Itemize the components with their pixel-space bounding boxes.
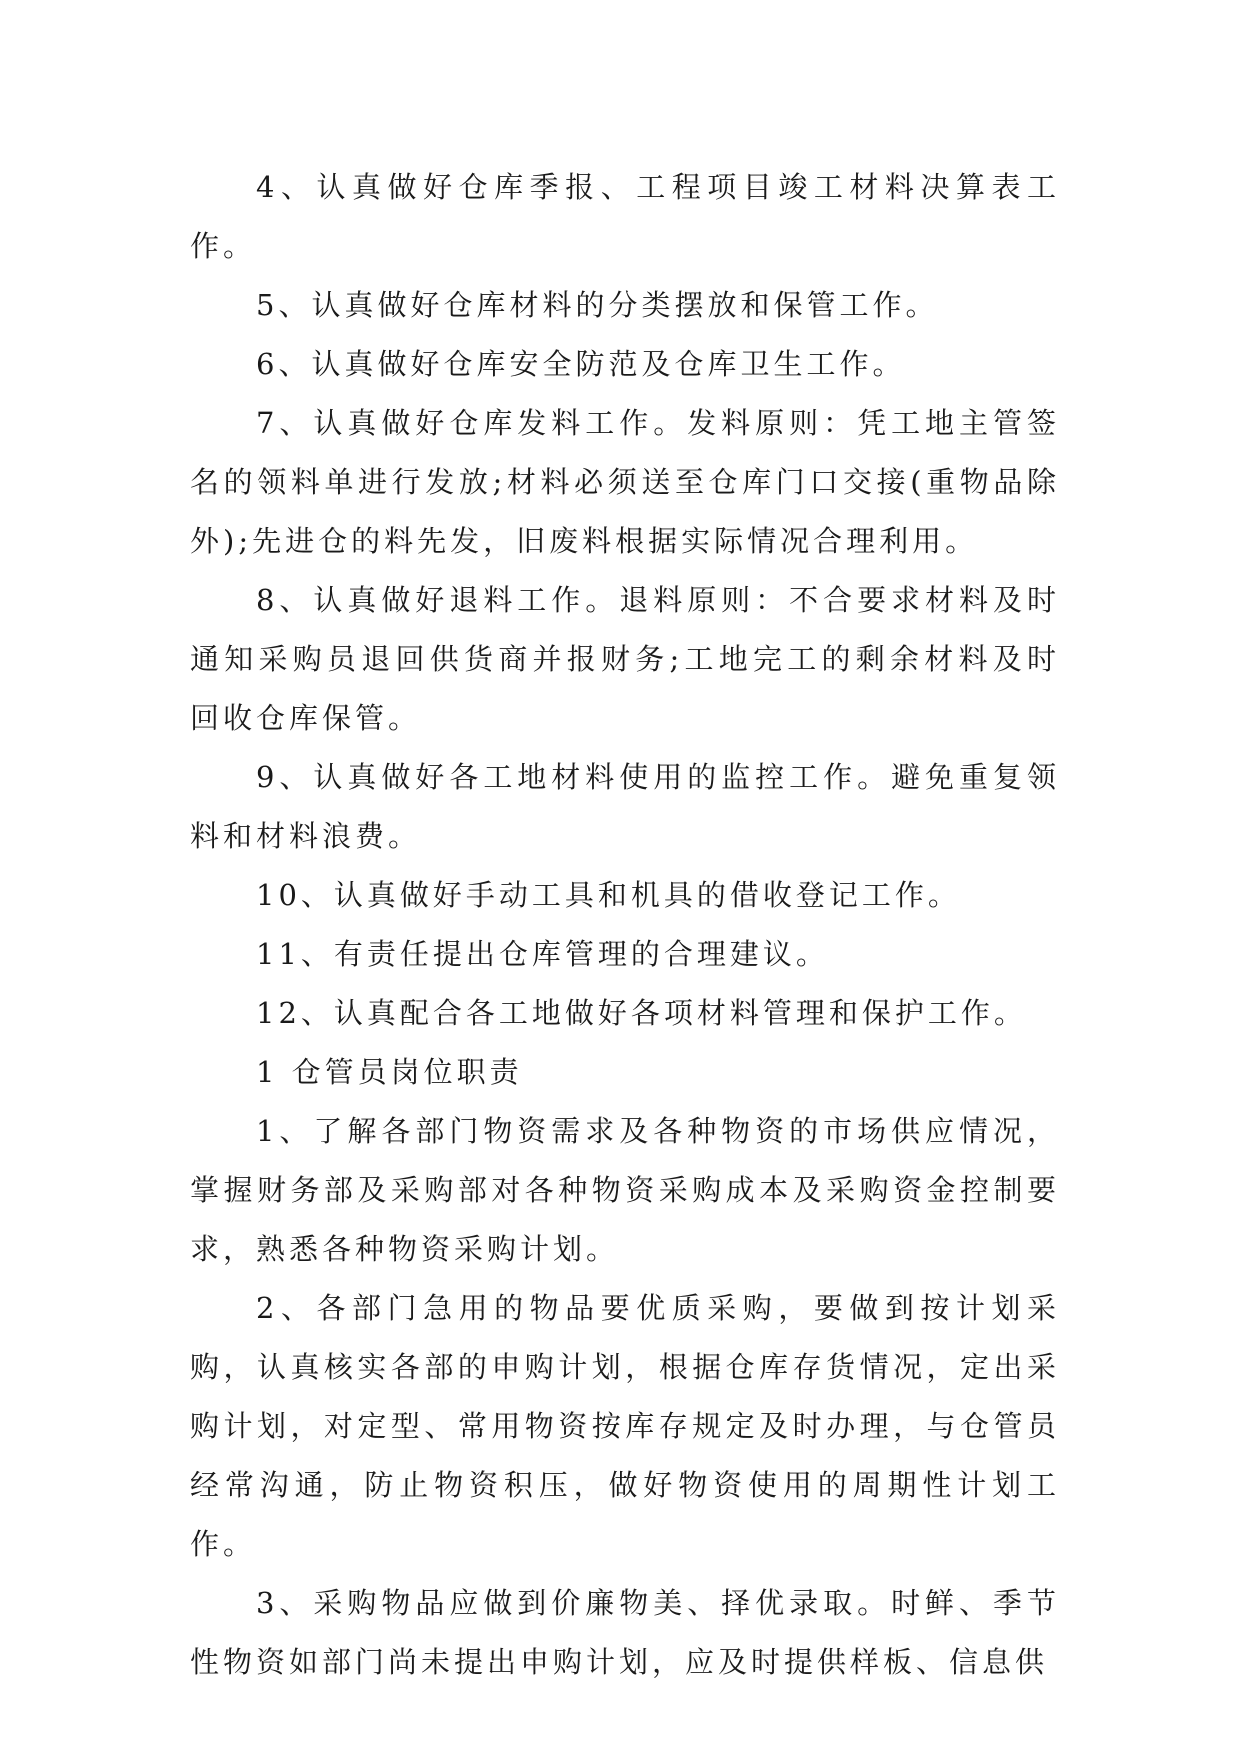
paragraph-item-5: 5、认真做好仓库材料的分类摆放和保管工作。 — [256, 288, 939, 322]
paragraph-item-11: 11、有责任提出仓库管理的合理建议。 — [256, 937, 829, 971]
duty-item-1: 1、了解各部门物资需求及各种物资的市场供应情况，掌握财务部及采购部对各种物资采购成本及采购资金控制要求，熟悉各种物资采购计划。 — [190, 1114, 1060, 1266]
duty-item-2: 2、各部门急用的物品要优质采购，要做到按计划采购，认真核实各部的申购计划，根据仓库存货情况，定出采购计划，对定型、常用物资按库存规定及时办理，与仓管员经常沟通，防止物资积压，做好物资使用的周期性计划工作。 — [190, 1291, 1060, 1561]
paragraph-item-8: 8、认真做好退料工作。退料原则：不合要求材料及时通知采购员退回供货商并报财务;工地完工的剩余材料及时回收仓库保管。 — [190, 583, 1060, 735]
paragraph-item-10: 10、认真做好手动工具和机具的借收登记工作。 — [256, 878, 961, 912]
document-body — [190, 158, 1060, 1692]
paragraph-item-9: 9、认真做好各工地材料使用的监控工作。避免重复领料和材料浪费。 — [190, 760, 1060, 853]
section-heading: 1 仓管员岗位职责 — [256, 1055, 523, 1089]
paragraph-item-6: 6、认真做好仓库安全防范及仓库卫生工作。 — [256, 347, 906, 381]
duty-item-3: 3、采购物品应做到价廉物美、择优录取。时鲜、季节性物资如部门尚未提出申购计划，应及时提供样板、信息供 — [190, 1586, 1060, 1679]
paragraph-item-4: 4、认真做好仓库季报、工程项目竣工材料决算表工作。 — [190, 170, 1060, 263]
paragraph-item-12: 12、认真配合各工地做好各项材料管理和保护工作。 — [256, 996, 1027, 1030]
paragraph-item-7: 7、认真做好仓库发料工作。发料原则：凭工地主管签名的领料单进行发放;材料必须送至仓库门口交接(重物品除外);先进仓的料先发，旧废料根据实际情况合理利用。 — [190, 406, 1060, 558]
